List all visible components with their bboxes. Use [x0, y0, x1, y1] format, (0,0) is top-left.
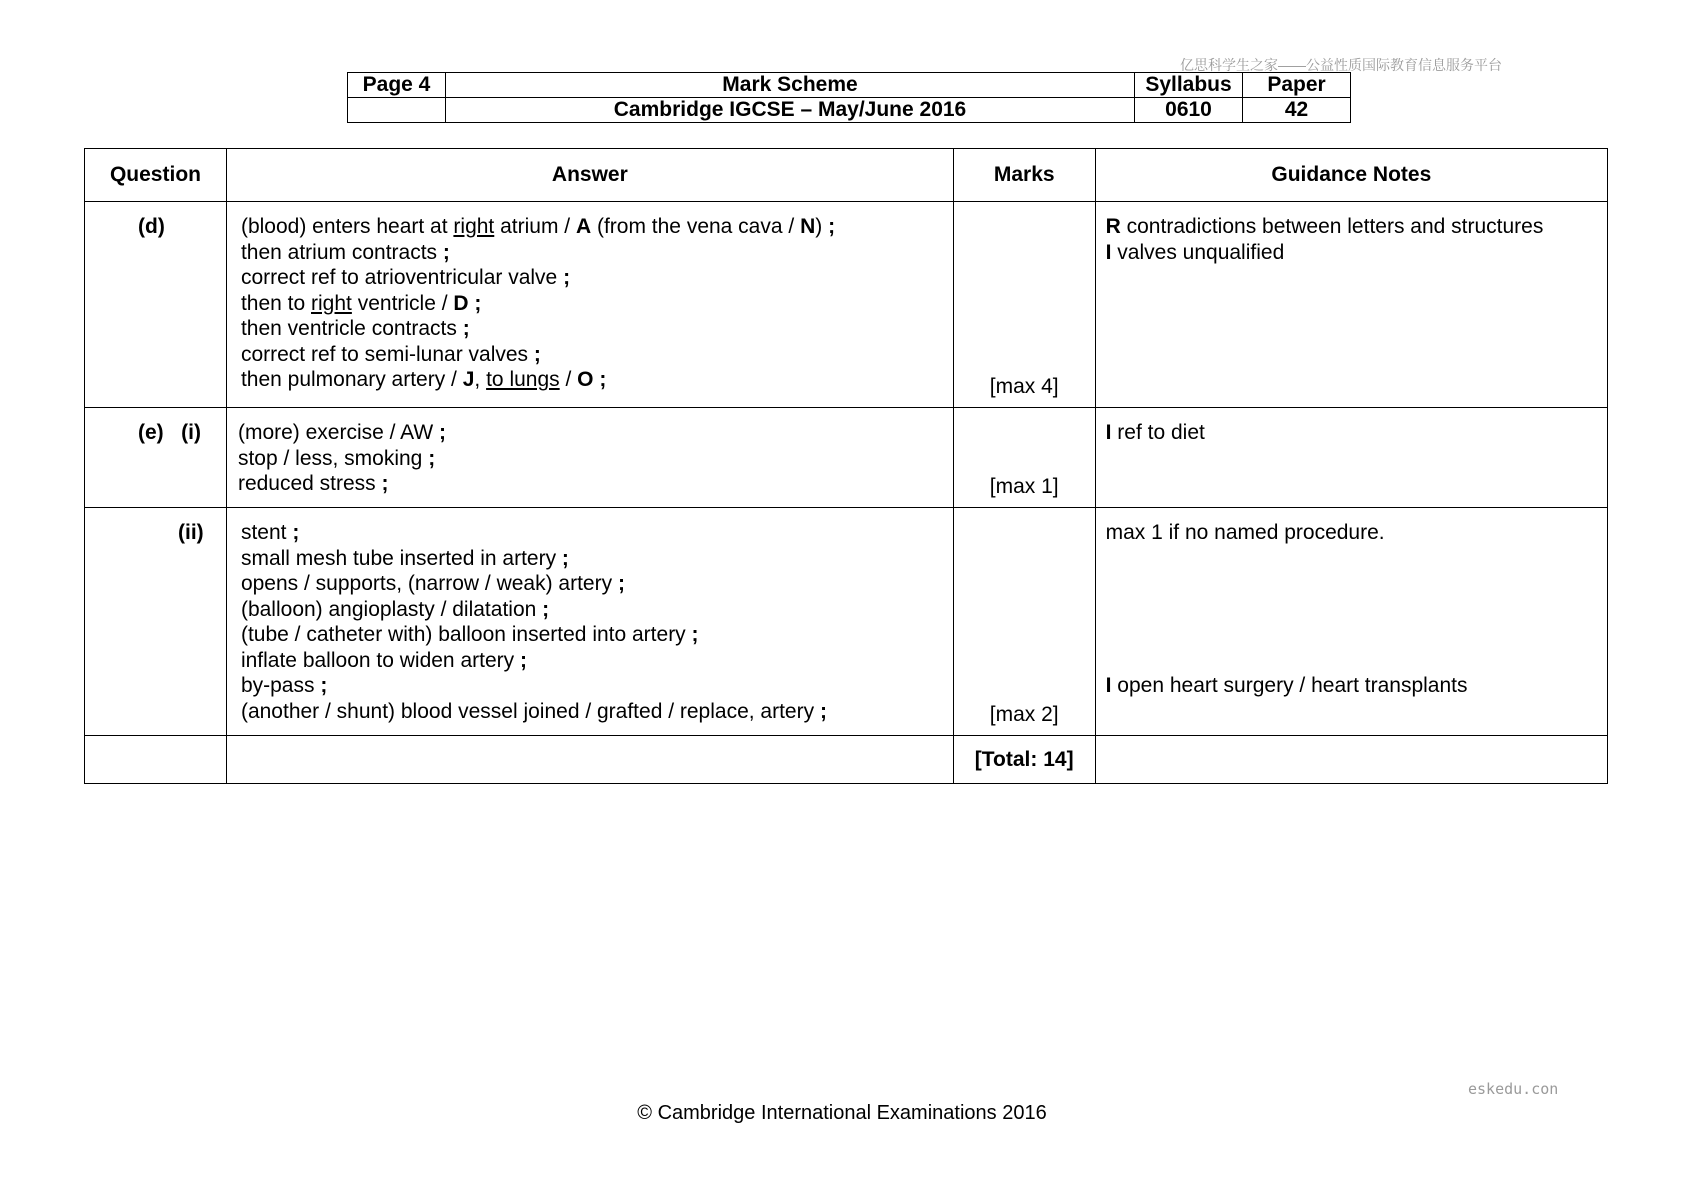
paper-label: Paper [1243, 73, 1351, 98]
answer-line: (balloon) angioplasty / dilatation ; [240, 597, 550, 621]
guidance-cell [1095, 202, 1607, 408]
answer-line: by-pass ; [240, 674, 328, 697]
syllabus-code: 0610 [1135, 98, 1243, 123]
total-row [85, 736, 1608, 784]
answer-line: stop / less, smoking ; [237, 446, 436, 470]
paper-number: 42 [1243, 98, 1351, 123]
empty-cell [226, 736, 953, 784]
copyright-footer: © Cambridge International Examinations 2016 [637, 1102, 1047, 1124]
empty-cell [85, 736, 227, 784]
answer-cell [226, 508, 953, 736]
guidance-cell [1095, 408, 1607, 508]
guidance-line: max 1 if no named procedure. [1105, 521, 1385, 544]
question-label: (ii) [178, 521, 204, 544]
answer-header: Answer [226, 149, 953, 202]
syllabus-label: Syllabus [1135, 73, 1243, 98]
question-label: (d) [138, 215, 165, 238]
answer-line: then atrium contracts ; [240, 240, 450, 264]
guidance-line: I ref to diet [1105, 421, 1205, 444]
table-row [85, 408, 1608, 508]
answer-line: (another / shunt) blood vessel joined / grafted / replace, artery ; [240, 699, 827, 723]
watermark-bottom: eskedu.con [1468, 1080, 1559, 1098]
total-marks: [Total: 14] [953, 736, 1095, 784]
answer-line: then to right ventricle / D ; [240, 291, 482, 315]
marks-cell: [max 1] [953, 408, 1095, 508]
answer-line: stent ; [240, 521, 300, 544]
header-table [347, 72, 1351, 123]
marks-cell: [max 2] [953, 508, 1095, 736]
guidance-line: I open heart surgery / heart transplants [1105, 673, 1468, 697]
empty-cell [348, 98, 446, 123]
marks-cell: [max 4] [953, 202, 1095, 408]
watermark-top: 亿思科学生之家——公益性质国际教育信息服务平台 [1180, 57, 1502, 73]
answer-line: then pulmonary artery / J, to lungs / O ; [240, 368, 607, 391]
answer-line: inflate balloon to widen artery ; [240, 648, 527, 672]
answer-line: opens / supports, (narrow / weak) artery ; [240, 572, 625, 595]
guidance-line: I valves unqualified [1105, 240, 1285, 264]
table-row [85, 202, 1608, 408]
mark-scheme-table [84, 148, 1608, 784]
answer-line: (blood) enters heart at right atrium / A (from the vena cava / N) ; [240, 215, 836, 238]
answer-line: (more) exercise / AW ; [237, 421, 447, 444]
question-header: Question [85, 149, 227, 202]
answer-line: (tube / catheter with) balloon inserted into artery ; [240, 623, 699, 646]
guidance-cell [1095, 508, 1607, 736]
answer-line: then ventricle contracts ; [240, 317, 470, 340]
answer-cell [226, 202, 953, 408]
table-header-row [85, 149, 1608, 202]
question-cell [85, 202, 227, 408]
answer-line: correct ref to atrioventricular valve ; [240, 266, 571, 289]
answer-cell [226, 408, 953, 508]
guidance-line: R contradictions between letters and structures [1105, 215, 1544, 238]
guidance-header: Guidance Notes [1095, 149, 1607, 202]
document-subtitle: Cambridge IGCSE – May/June 2016 [446, 98, 1135, 123]
marks-header: Marks [953, 149, 1095, 202]
question-cell [85, 508, 227, 736]
empty-cell [1095, 736, 1607, 784]
answer-line: reduced stress ; [237, 472, 389, 495]
answer-line: correct ref to semi-lunar valves ; [240, 342, 541, 366]
question-cell [85, 408, 227, 508]
document-title: Mark Scheme [446, 73, 1135, 98]
page-number: Page 4 [348, 73, 446, 98]
table-row [85, 508, 1608, 736]
answer-line: small mesh tube inserted in artery ; [240, 546, 569, 570]
question-label: (e) (i) [138, 421, 201, 444]
